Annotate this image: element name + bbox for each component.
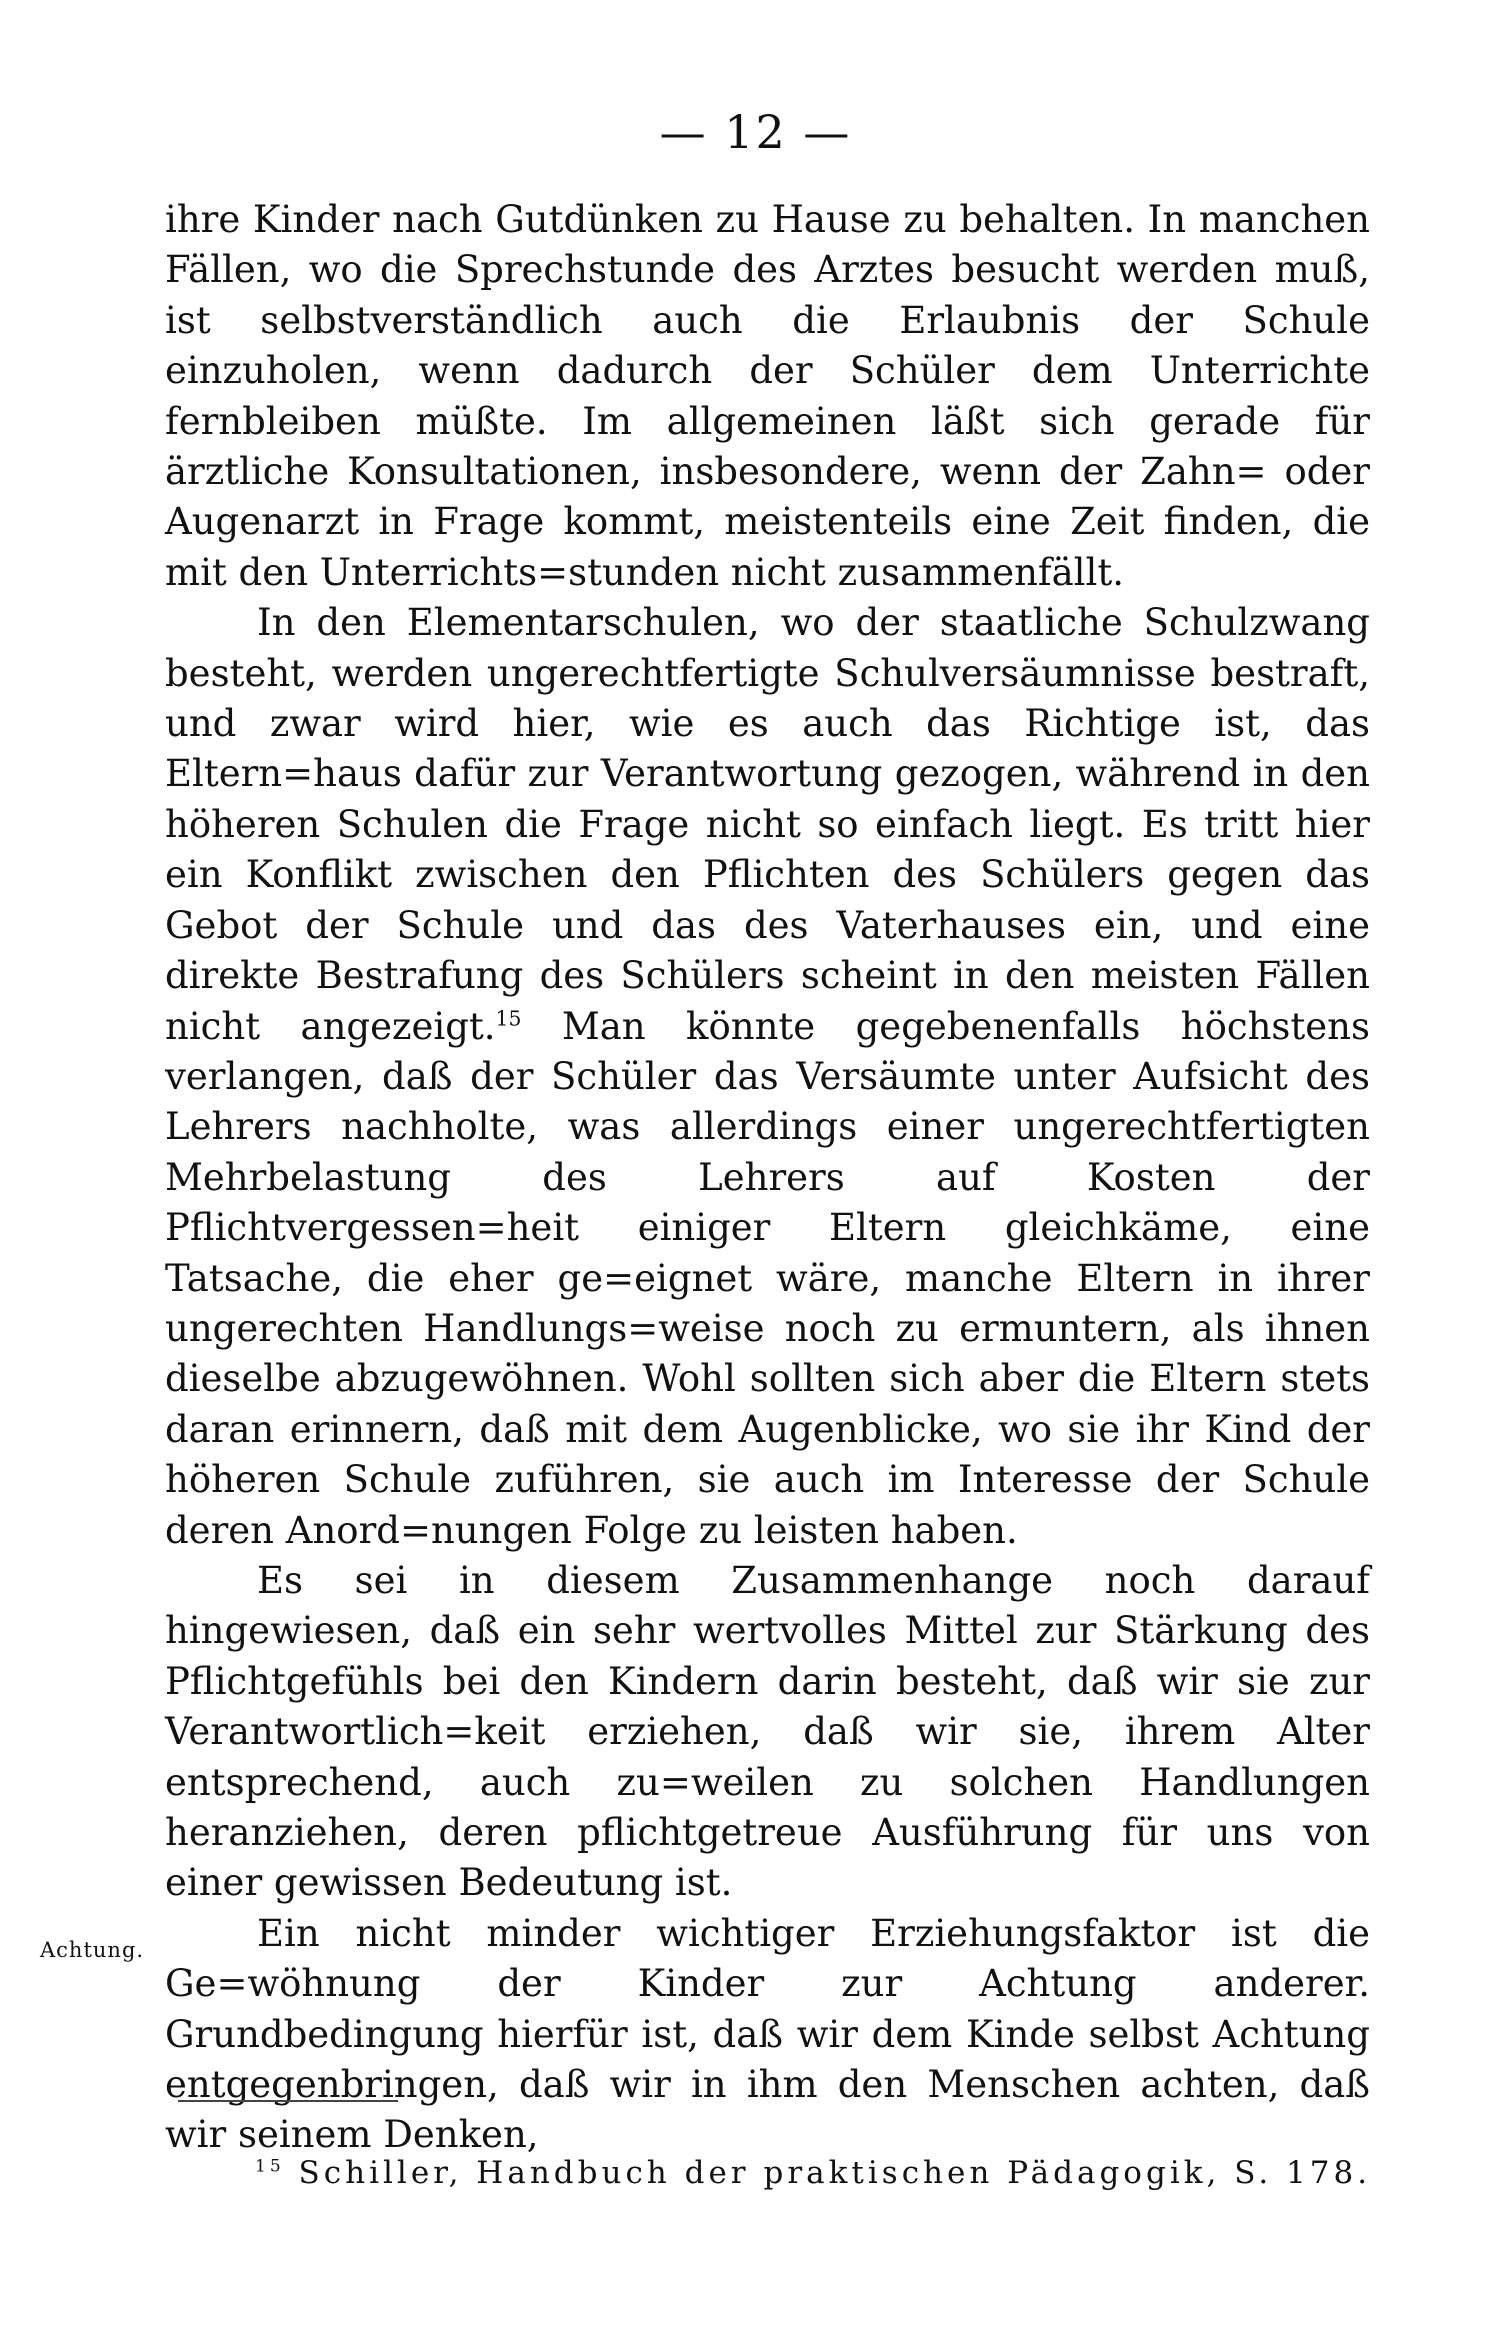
footnote-number: 15 — [255, 2156, 285, 2177]
body-text — [165, 195, 1370, 2161]
paragraph-1: ihre Kinder nach Gutdünken zu Hause zu behalten. In manchen Fällen, wo die Sprechstunde des Arztes besucht werden muß, ist selbstverständlich auch die Erlaubnis der Schule einzuholen, wenn dadurch der Schüler dem Unterrichte fernbleiben müßte. Im allgemeinen läßt sich gerade für ärztliche Konsultationen, insbesondere, wenn der Zahn= oder Augenarzt in Frage kommt, meistenteils eine Zeit finden, die mit den Unterrichts=stunden nicht zusammenfällt. — [165, 198, 1370, 594]
paragraph-2-text-after-ref: Man könnte gegebenenfalls höchstens verlangen, daß der Schüler das Versäumte unter Aufsicht des Lehrers nachholte, was allerdings einer ungerechtfertigten Mehrbelastung des Lehrers auf Kosten der Pflichtvergessen=heit einiger Eltern gleichkäme, eine Tatsache, die eher ge=eignet wäre, manche Eltern in ihrer ungerechten Handlungs=weise noch zu ermuntern, als ihnen dieselbe abzugewöhnen. Wohl sollten sich aber die Eltern stets daran erinnern, daß mit dem Augenblicke, wo sie ihr Kind der höheren Schule zuführen, sie auch im Interesse der Schule deren Anord=nungen Folge zu leisten haben. — [165, 1004, 1370, 1552]
paragraph-2-text-before-ref: In den Elementarschulen, wo der staatliche Schulzwang besteht, werden ungerechtfertigte Schulversäumnisse bestraft, und zwar wird hier, wie es auch das Richtige ist, das Eltern=haus dafür zur Verantwortung gezogen, während in den höheren Schulen die Frage nicht so einfach liegt. Es tritt hier ein Konflikt zwischen den Pflichten des Schülers gegen das Gebot der Schule und das des Vaterhauses ein, und eine direkte Bestrafung des Schülers scheint in den meisten Fällen nicht angezeigt. — [165, 601, 1370, 1048]
footnote-text: Schiller, Handbuch der praktischen Pädagogik, S. 178. — [298, 2155, 1372, 2191]
paragraph-4: Ein nicht minder wichtiger Erziehungsfaktor ist die Ge=wöhnung der Kinder zur Achtung anderer. Grundbedingung hierfür ist, daß wir dem Kinde selbst Achtung entgegenbringen, daß wir in ihm den Menschen achten, daß wir seinem Denken, — [165, 1911, 1370, 2157]
footnote-divider — [178, 2100, 398, 2102]
marginal-note: Achtung. — [40, 1938, 145, 1962]
paragraph-3: Es sei in diesem Zusammenhange noch darauf hingewiesen, daß ein sehr wertvolles Mittel zur Stärkung des Pflichtgefühls bei den Kindern darin besteht, daß wir sie zur Verantwortlich=keit erziehen, daß wir sie, ihrem Alter entsprechend, auch zu=weilen zu solchen Handlungen heranziehen, deren pflichtgetreue Ausführung für uns von einer gewissen Bedeutung ist. — [165, 1558, 1370, 1905]
footnote — [255, 2155, 1371, 2191]
paragraph-2 — [165, 598, 1370, 1556]
page-number: — 12 — — [659, 105, 852, 159]
footnote-ref: 15 — [495, 1006, 522, 1031]
